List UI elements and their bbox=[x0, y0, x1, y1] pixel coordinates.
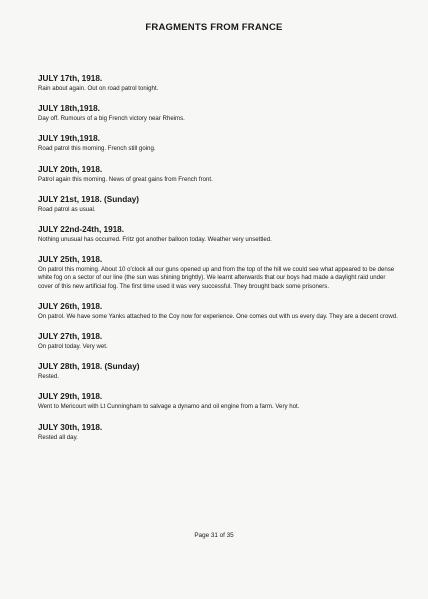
diary-entry bbox=[38, 134, 400, 153]
entry-date: JULY 29th, 1918. bbox=[38, 392, 103, 402]
page-title: FRAGMENTS FROM FRANCE bbox=[145, 22, 283, 33]
entry-date: JULY 18th,1918. bbox=[38, 104, 100, 114]
entry-text: Day off. Rumours of a big French victory near Rheims. bbox=[38, 115, 185, 123]
entry-text: Rested. bbox=[38, 373, 60, 381]
diary-entry bbox=[38, 255, 400, 291]
entry-date: JULY 27th, 1918. bbox=[38, 332, 103, 342]
entry-text: Rain about again. Out on road patrol tonight. bbox=[38, 85, 159, 92]
diary-entries bbox=[38, 74, 400, 453]
entry-text: Patrol again this morning. News of great gains from French front. bbox=[38, 175, 213, 183]
entry-date: JULY 20th, 1918. bbox=[38, 164, 103, 174]
entry-date: JULY 28th, 1918. (Sunday) bbox=[38, 362, 140, 372]
entry-date: JULY 26th, 1918. bbox=[38, 301, 103, 311]
entry-text: Rested all day. bbox=[38, 433, 78, 441]
diary-entry bbox=[38, 195, 400, 214]
entry-date: JULY 21st, 1918. (Sunday) bbox=[38, 194, 140, 204]
diary-entry bbox=[38, 392, 400, 411]
diary-entry bbox=[38, 423, 400, 442]
diary-entry bbox=[38, 362, 400, 381]
entry-date: JULY 30th, 1918. bbox=[38, 422, 103, 432]
entry-text: On patrol today. Very wet. bbox=[38, 343, 108, 351]
diary-entry bbox=[38, 225, 400, 244]
entry-date: JULY 17th, 1918. bbox=[38, 74, 103, 83]
diary-entry bbox=[38, 74, 400, 93]
page-number: Page 31 of 35 bbox=[194, 532, 234, 539]
diary-entry bbox=[38, 302, 400, 321]
entry-text: On patrol this morning. About 10 o'clock all our guns opened up and from the top of the hill we could see what appeared to be dense white fog on a sector of our line (the sun was shining brightly). We learnt afterwards that our boys had made a daylight raid under cover of this new artificial fog. The first time used it was very successful. They brought back some prisoners. bbox=[38, 266, 395, 290]
entry-text: Road patrol this morning. French still going. bbox=[38, 145, 156, 153]
entry-text: Went to Mericourt with Lt Cunningham to salvage a dynamo and oil engine from a farm. Very hot. bbox=[38, 403, 300, 411]
entry-text: Road patrol as usual. bbox=[38, 205, 96, 213]
entry-date: JULY 22nd-24th, 1918. bbox=[38, 225, 125, 235]
entry-text: On patrol. We have some Yanks attached to the Coy now for experience. One comes out with us every day. They are a decent crowd. bbox=[38, 312, 398, 320]
diary-entry bbox=[38, 165, 400, 184]
entry-date: JULY 19th,1918. bbox=[38, 134, 100, 144]
entry-date: JULY 25th, 1918. bbox=[38, 255, 103, 265]
entry-text: Nothing unusual has occurred. Fritz got another balloon today. Weather very unsettled. bbox=[38, 236, 272, 244]
diary-entry bbox=[38, 332, 400, 351]
diary-entry bbox=[38, 104, 400, 123]
